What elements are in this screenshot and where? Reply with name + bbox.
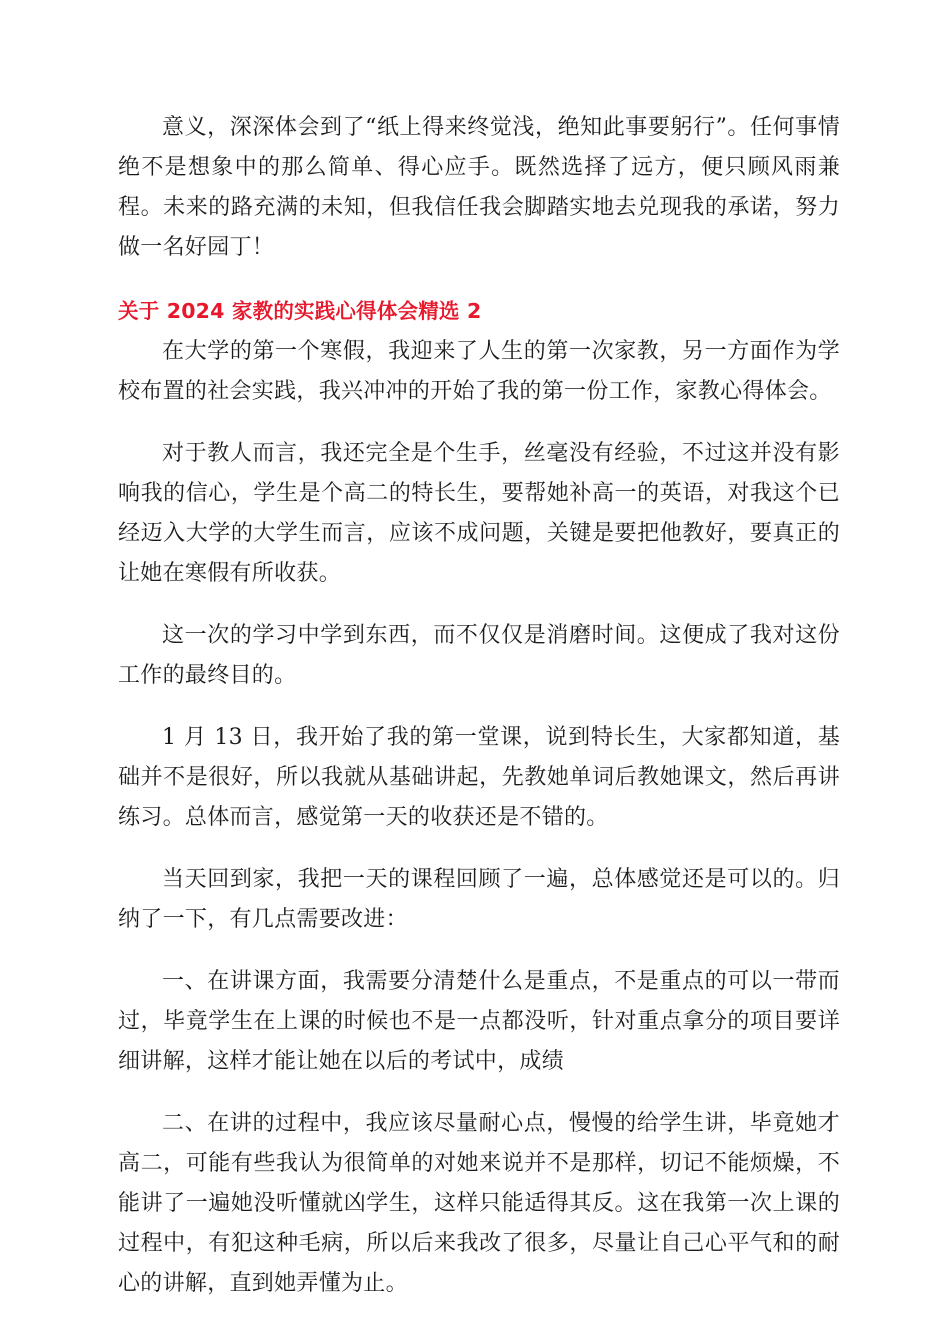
paragraph-1: 在大学的第一个寒假，我迎来了人生的第一次家教，另一方面作为学校布置的社会实践，我兴冲冲的开始了我的第一份工作，家教心得体会。 — [118, 339, 840, 404]
section-heading: 关于 2024 家教的实践心得体会精选 2 — [118, 299, 482, 323]
document-body — [118, 108, 840, 1326]
paragraph-5: 当天回到家，我把一天的课程回顾了一遍，总体感觉还是可以的。归纳了一下，有几点需要改进： — [118, 867, 840, 932]
paragraph-6: 一、在讲课方面，我需要分清楚什么是重点，不是重点的可以一带而过，毕竟学生在上课的时候也不是一点都没听，针对重点拿分的项目要详细讲解，这样才能让她在以后的考试中，成绩 — [118, 969, 840, 1074]
paragraph-4: 1 月 13 日，我开始了我的第一堂课，说到特长生，大家都知道，基础并不是很好，所以我就从基础讲起，先教她单词后教她课文，然后再讲练习。总体而言，感觉第一天的收获还是不错的。 — [118, 725, 840, 830]
paragraph-2: 对于教人而言，我还完全是个生手，丝毫没有经验，不过这并没有影响我的信心，学生是个高二的特长生，要帮她补高一的英语，对我这个已经迈入大学的大学生而言，应该不成问题，关键是要把他教好，要真正的让她在寒假有所收获。 — [118, 441, 840, 586]
paragraph-3: 这一次的学习中学到东西，而不仅仅是消磨时间。这便成了我对这份工作的最终目的。 — [118, 623, 840, 688]
paragraph-7: 二、在讲的过程中，我应该尽量耐心点，慢慢的给学生讲，毕竟她才高二，可能有些我认为很简单的对她来说并不是那样，切记不能烦燥，不能讲了一遍她没听懂就凶学生，这样只能适得其反。这在我第一次上课的过程中，有犯这种毛病，所以后来我改了很多，尽量让自己心平气和的耐心的讲解，直到她弄懂为止。 — [118, 1111, 840, 1296]
paragraph-continuation: 意义，深深体会到了“纸上得来终觉浅，绝知此事要躬行”。任何事情绝不是想象中的那么简单、得心应手。既然选择了远方，便只顾风雨兼程。未来的路充满的未知，但我信任我会脚踏实地去兑现我的承诺，努力做一名好园丁！ — [118, 115, 840, 260]
